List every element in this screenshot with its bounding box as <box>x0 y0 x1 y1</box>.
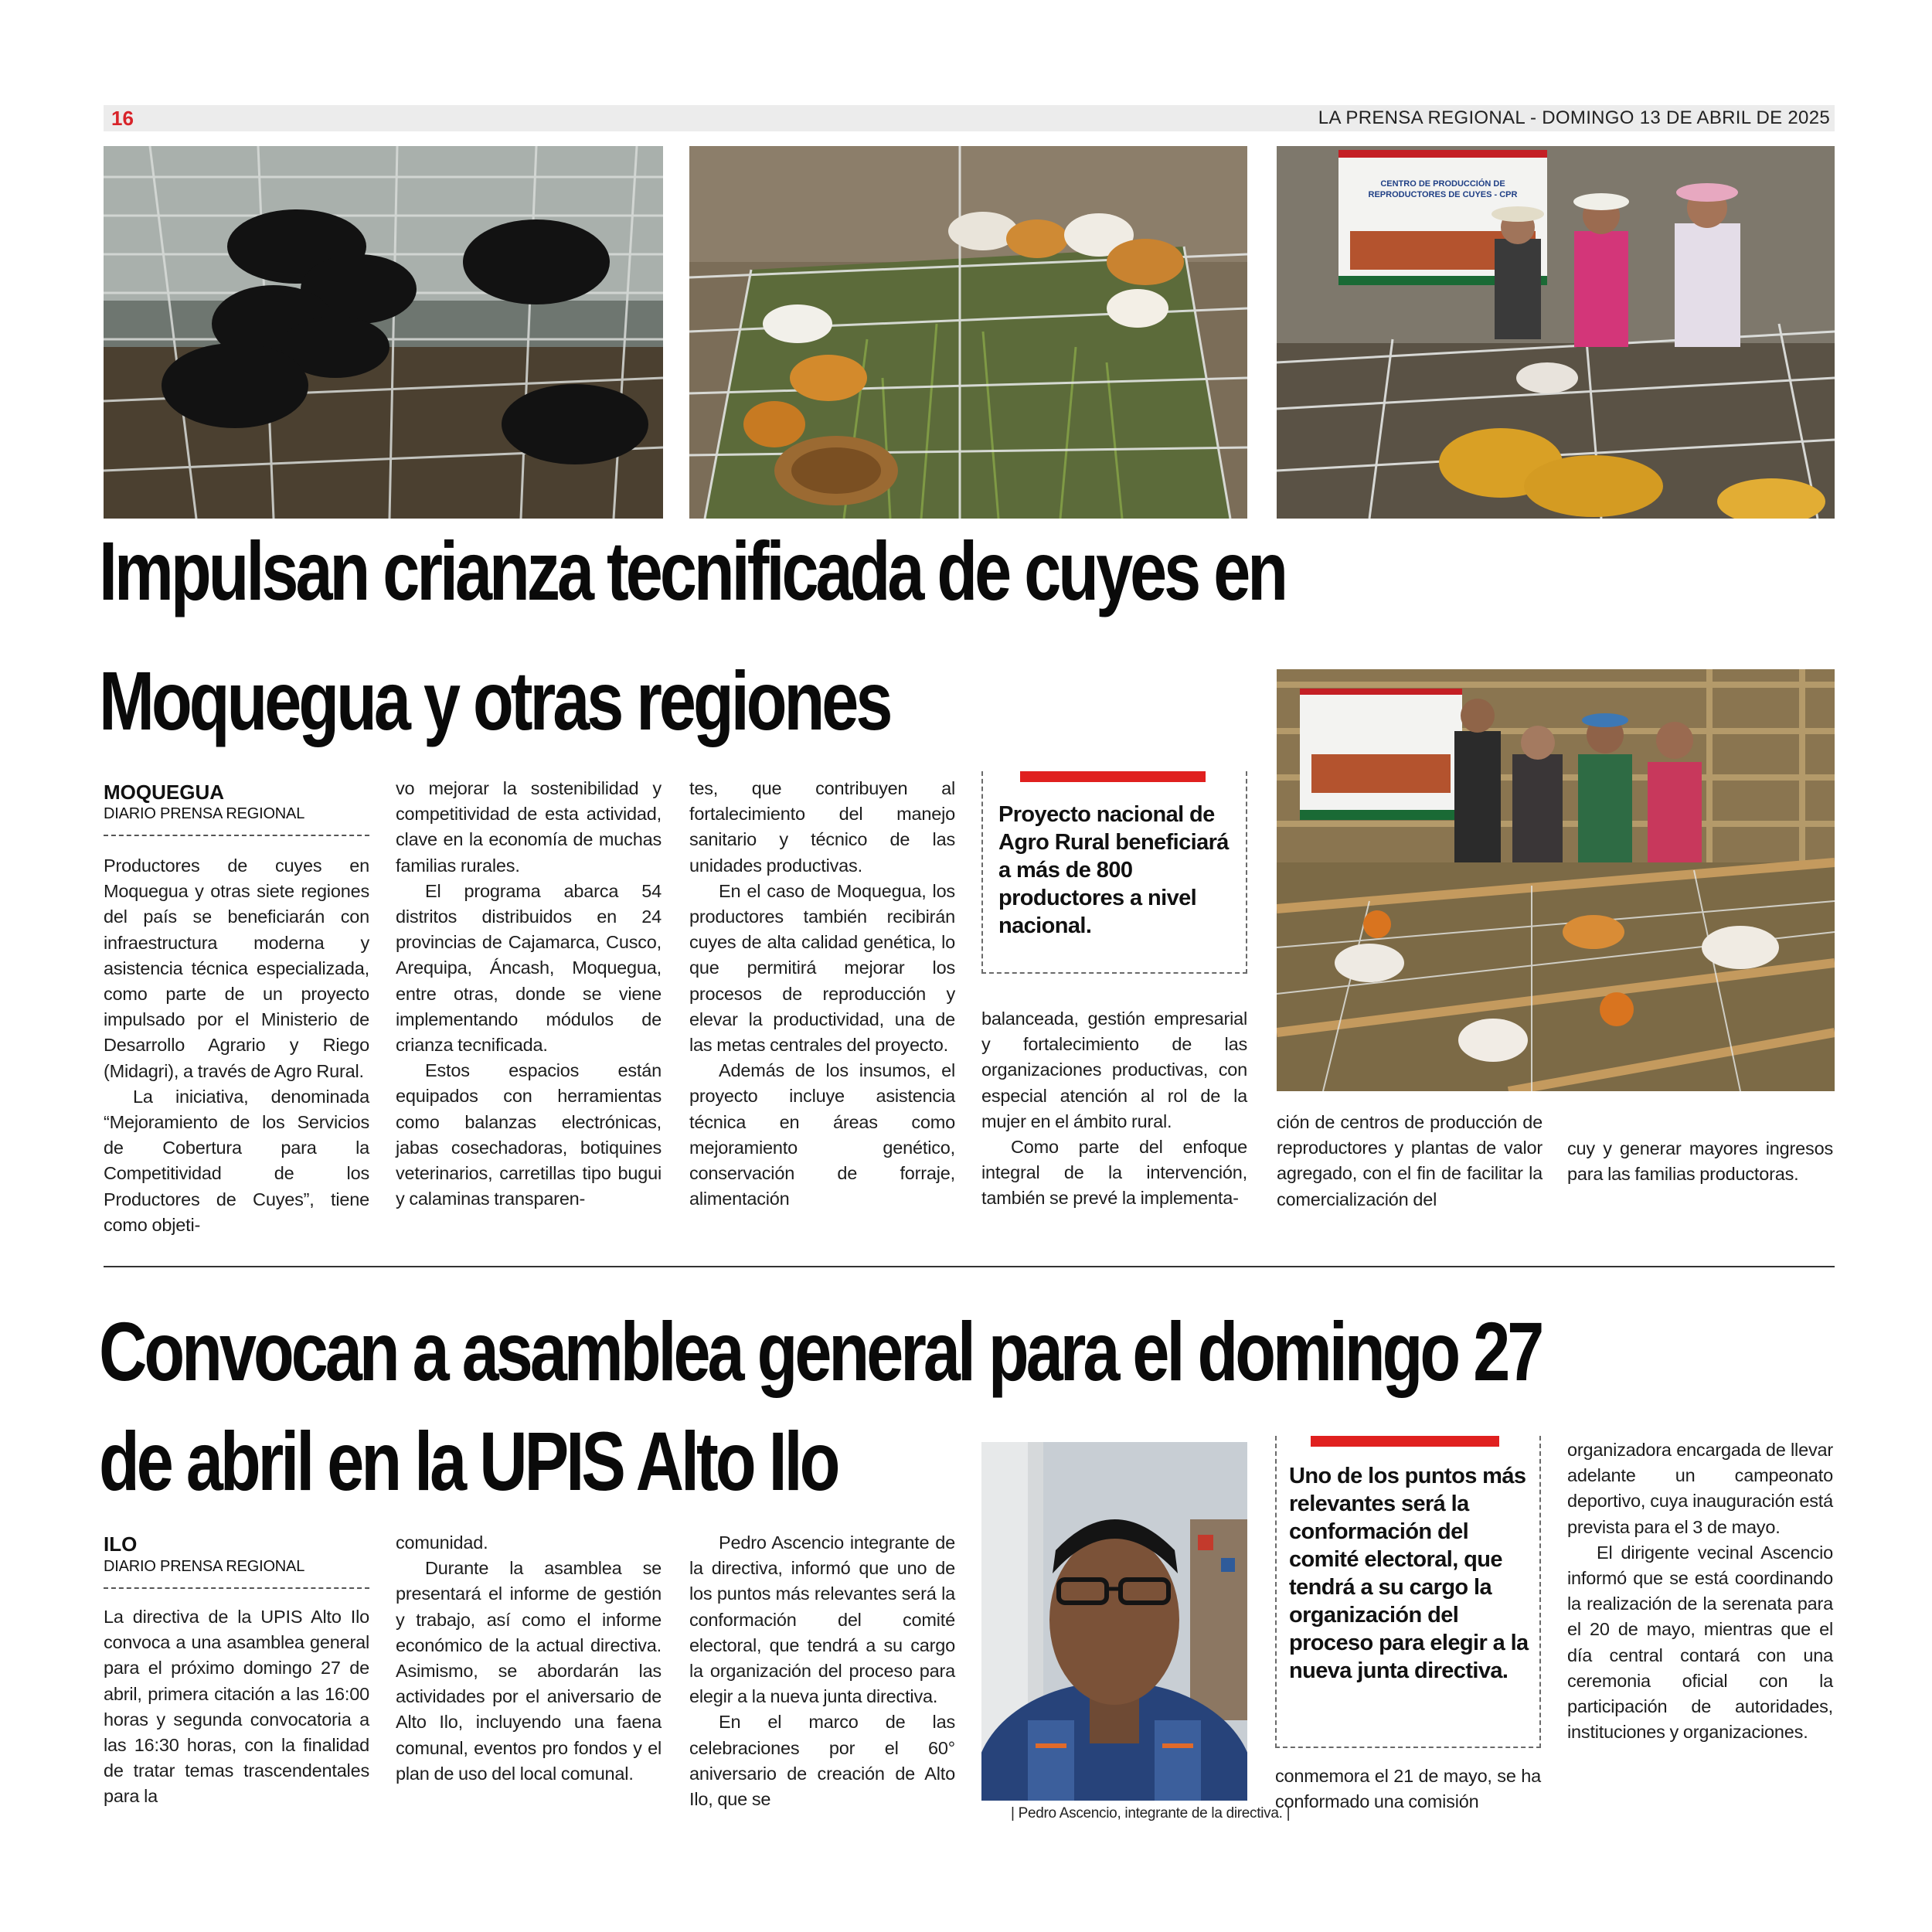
section-divider <box>104 1266 1835 1267</box>
byline-article2: DIARIO PRENSA REGIONAL <box>104 1558 305 1575</box>
article2-col2-para1: comunidad. <box>396 1532 488 1553</box>
article2-col3-para1: Pedro Ascencio integrante de la directiva, informó que uno de los puntos más relevantes será la conformación del comité electoral, que tendrá a su cargo la organización del proceso para elegir a la nueva junta directiva. <box>689 1532 955 1707</box>
article2-column-2 <box>396 1530 662 1787</box>
article1-col2-para2: El programa abarca 54 distritos distribuidos en 24 provincias de Cajamarca, Cusco, Arequipa, Áncash, Moquegua, entre otras, donde se viene implementando módulos de crianza tecnificada. <box>396 880 662 1056</box>
article2-column-5 <box>1567 1437 1833 1745</box>
photo-caption-pedro: | Pedro Ascencio, integrante de la directiva. | <box>1011 1805 1291 1821</box>
article1-col1-para2: La iniciativa, denominada “Mejoramiento de los Servicios de Cobertura para la Competitividad de los Productores de Cuyes”, tiene como objeti- <box>104 1086 369 1235</box>
article2-column-4 <box>1275 1764 1541 1815</box>
photo-grass-pen <box>689 146 1247 519</box>
article2-column-3 <box>689 1530 955 1812</box>
sign-line-1: CENTRO DE PRODUCCIÓN DE <box>1380 179 1505 189</box>
photo-production-center <box>1277 669 1835 1091</box>
pull-quote-bar-article2 <box>1311 1436 1499 1447</box>
byline-rule-article1 <box>104 835 369 836</box>
article2-col2-para2: Durante la asamblea se presentará el informe de gestión y trabajo, así como el informe económico de la actual directiva. Asimismo, se abordarán las actividades por el aniversario de Alto Ilo, incluyendo una faena comunal, eventos pro fondos y el plan de uso del local comunal. <box>396 1558 662 1784</box>
article1-column-5 <box>1277 1110 1543 1213</box>
article1-col3-para1: tes, que contribuyen al fortalecimiento del manejo sanitario y técnico de las unidades productivas. <box>689 778 955 876</box>
article2-col5-para1: organizadora encargada de llevar adelante un campeonato deportivo, cuya inauguración está prevista para el 3 de mayo. <box>1567 1440 1833 1537</box>
article1-column-4 <box>981 1006 1247 1212</box>
article1-column-2 <box>396 776 662 1212</box>
photo-producers-sign <box>1277 146 1835 519</box>
dateline-moquegua: MOQUEGUA <box>104 781 224 804</box>
article1-col3-para2: En el caso de Moquegua, los productores también recibirán cuyes de alta calidad genética, lo que permitirá mejorar los procesos de reproducción y elevar la productividad, una de las metas centrales del proyecto. <box>689 880 955 1056</box>
article1-col2-para1: vo mejorar la sostenibilidad y competitividad de esta actividad, clave en la economía de muchas familias rurales. <box>396 778 662 876</box>
article1-col3-para3: Además de los insumos, el proyecto incluye asistencia técnica en áreas como mejoramiento genético, conservación de forraje, alimentación <box>689 1060 955 1209</box>
article2-col4-para1: conmemora el 21 de mayo, se ha conformado una comisión <box>1275 1766 1541 1812</box>
article1-col6-para1: cuy y generar mayores ingresos para las familias productoras. <box>1567 1138 1833 1185</box>
folio-text: LA PRENSA REGIONAL - DOMINGO 13 DE ABRIL DE 2025 <box>1318 107 1830 128</box>
article2-column-1 <box>104 1604 369 1810</box>
article1-col5-para1: ción de centros de producción de reproductores y plantas de valor agregado, con el fin de facilitar la comercialización del <box>1277 1112 1543 1209</box>
article1-column-3 <box>689 776 955 1212</box>
article1-column-1 <box>104 853 369 1238</box>
article1-col2-para3: Estos espacios están equipados con herramientas como balanzas electrónicas, jabas cosechadoras, botiquines veterinarios, carretillas tipo bugui y calaminas transparen- <box>396 1060 662 1209</box>
pull-quote-bar-article1 <box>1020 771 1206 782</box>
article2-col3-para2: En el marco de las celebraciones por el 60° aniversario de creación de Alto Ilo, que se <box>689 1712 955 1810</box>
article1-col4-para1: balanceada, gestión empresarial y fortalecimiento de las organizaciones productivas, con especial atención al rol de la mujer en el ámbito rural. <box>981 1009 1247 1131</box>
page-number: 16 <box>111 107 134 130</box>
photo-black-cuyes <box>104 146 663 519</box>
dateline-ilo: ILO <box>104 1532 138 1556</box>
pull-quote-article2: Uno de los puntos más relevantes será la conformación del comité electoral, que tendrá a su cargo la organización del proceso para elegir a la nueva junta directiva. <box>1289 1464 1529 1683</box>
folio-bar <box>104 105 1835 131</box>
headline-asamblea-line-1: Convocan a asamblea general para el domingo 27 <box>99 1304 1542 1398</box>
photo-pedro-ascencio <box>981 1442 1247 1801</box>
byline-rule-article2 <box>104 1587 369 1589</box>
headline-cuyes-line-2: Moquegua y otras regiones <box>99 654 890 747</box>
headline-asamblea-line-2: de abril en la UPIS Alto Ilo <box>99 1414 838 1508</box>
article1-column-6 <box>1567 1136 1833 1187</box>
article2-col1-para1: La directiva de la UPIS Alto Ilo convoca a una asamblea general para el próximo domingo 27 de abril, primera citación a las 16:00 horas y segunda convocatoria a las 16:30 horas, con la finalidad de tratar temas trascendentales para la <box>104 1607 369 1807</box>
byline-article1: DIARIO PRENSA REGIONAL <box>104 805 305 822</box>
headline-cuyes-line-1: Impulsan crianza tecnificada de cuyes en <box>99 524 1286 617</box>
article1-col4-para2: Como parte del enfoque integral de la intervención, también se prevé la implementa- <box>981 1137 1247 1209</box>
article2-col5-para2: El dirigente vecinal Ascencio informó que se está coordinando la realización de la serenata para el 20 de mayo, mientras que el día central contará con una ceremonia oficial con la participación de autoridades, instituciones y organizaciones. <box>1567 1542 1833 1743</box>
article1-col1-para1: Productores de cuyes en Moquegua y otras siete regiones del país se beneficiarán con infraestructura moderna y asistencia técnica especializada, como parte de un proyecto impulsado por el Ministerio de Desarrollo Agrario y Riego (Midagri), a través de Agro Rural. <box>104 855 369 1081</box>
sign-line-2: REPRODUCTORES DE CUYES - CPR <box>1368 190 1518 199</box>
pull-quote-article1: Proyecto nacional de Agro Rural beneficiará a más de 800 productores a nivel nacional. <box>998 802 1229 938</box>
